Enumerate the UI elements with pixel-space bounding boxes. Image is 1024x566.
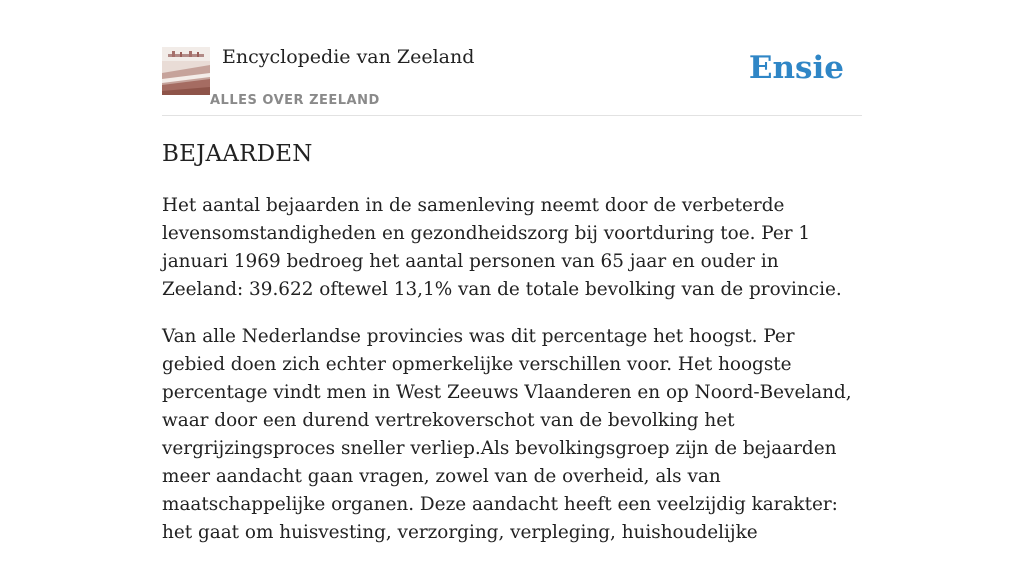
article-paragraph: Het aantal bejaarden in de samenleving neemt door de verbeterde levensomstandigheden en gezondheidszorg bij voortduring toe. Per 1 januari 1969 bedroeg het aantal personen van 65 jaar en ouder in Zeeland: 39.622 oftewel 13,1% van de totale bevolking van de provincie. <box>162 195 842 300</box>
site-title[interactable]: Encyclopedie van Zeeland <box>222 46 475 68</box>
encyclopedia-logo-icon[interactable] <box>162 47 210 95</box>
brand-logo-link[interactable]: Ensie <box>748 50 844 86</box>
site-header <box>162 40 862 116</box>
article-paragraph: Van alle Nederlandse provincies was dit percentage het hoogst. Per gebied doen zich echter opmerkelijke verschillen voor. Het hoogste percentage vindt men in West Zeeuws Vlaanderen en op Noord-Beveland, waar door een durend vertrekoverschot van de bevolking het vergrijzingsproces sneller verliep.Als bevolkingsgroep zijn de bejaarden meer aandacht gaan vragen, zowel van de overheid, als van maatschappelijke organen. Deze aandacht heeft een veelzijdig karakter: het gaat om huisvesting, verzorging, verpleging, huishoudelijke <box>162 326 852 543</box>
site-subtitle: ALLES OVER ZEELAND <box>210 93 380 108</box>
article-title: BEJAARDEN <box>162 141 313 167</box>
article <box>162 138 862 566</box>
